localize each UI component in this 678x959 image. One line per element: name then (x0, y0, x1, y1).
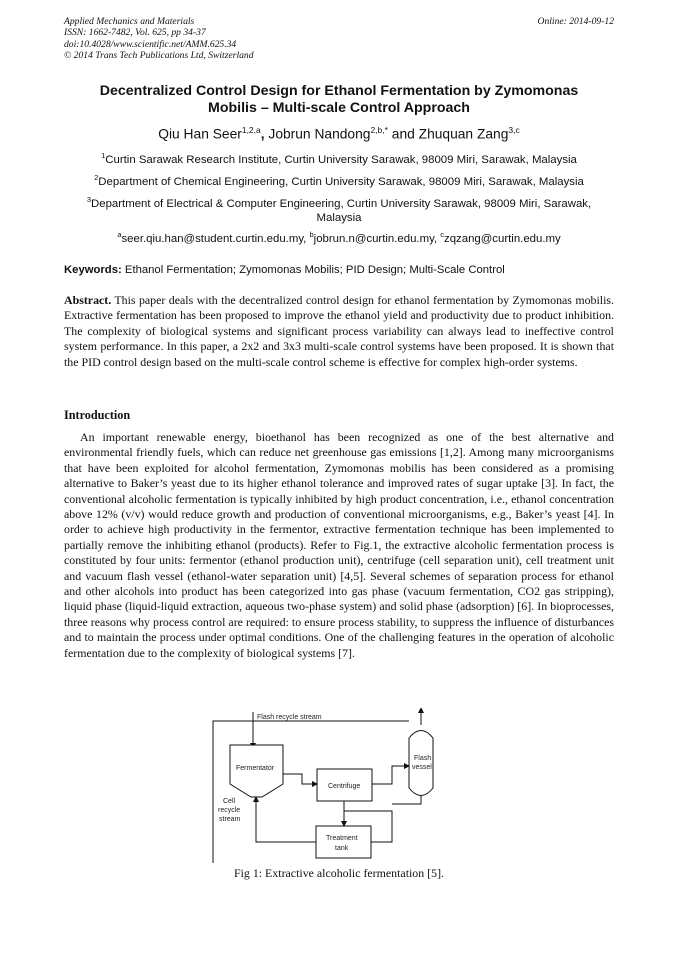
author-and: and (387, 126, 419, 142)
cell-recycle-label-1: Cell (223, 798, 236, 805)
email-c: zqzang@curtin.edu.my (444, 232, 561, 245)
email-b: jobrun.n@curtin.edu.my, (313, 232, 441, 245)
author-separator: , (260, 126, 269, 142)
author-1: Qiu Han Seer (158, 126, 242, 142)
keywords (64, 264, 624, 276)
affiliation-3 (64, 193, 614, 225)
cell-recycle-line (256, 797, 316, 842)
author-1-affil: 1,2,a (241, 125, 261, 135)
email-c-marker: c (440, 230, 445, 239)
paper-title (64, 83, 614, 117)
email-a-marker: a (117, 230, 122, 239)
flash-bottoms-line (392, 796, 421, 804)
abstract-label: Abstract. (64, 293, 112, 307)
journal-name: Applied Mechanics and Materials (64, 16, 195, 27)
online-date: Online: 2014-09-12 (537, 16, 614, 27)
figure-caption: Fig 1: Extractive alcoholic fermentation [5]. (234, 866, 444, 880)
affiliation-3-number: 3 (86, 195, 92, 204)
treatment-tank-box (316, 826, 371, 858)
keywords-text: Ethanol Fermentation; Zymomonas Mobilis; PID Design; Multi-Scale Control (121, 264, 505, 276)
treatment-label-2: tank (335, 845, 349, 852)
section-heading-introduction: Introduction (64, 408, 131, 422)
doi-line: doi:10.4028/www.scientific.net/AMM.625.34 (64, 38, 237, 50)
affiliation-2-number: 2 (94, 173, 99, 182)
author-emails (64, 228, 614, 246)
affiliation-1-number: 1 (101, 151, 106, 160)
flash-recycle-label: Flash recycle stream (257, 714, 322, 721)
author-2: Jobrun Nandong (268, 126, 371, 142)
journal-header (64, 16, 254, 62)
author-3: Zhuquan Zang (418, 126, 509, 142)
affiliation-1-text: Curtin Sarawak Research Institute, Curtin University Sarawak, 98009 Miri, Sarawak, Malaysia (105, 153, 577, 166)
centrifuge-to-flash (372, 766, 409, 784)
author-list (64, 125, 614, 142)
fermentator-label: Fermentator (236, 765, 275, 772)
affiliation-3-text: Department of Electrical & Computer Engineering, Curtin University Sarawak, 98009 Miri, Sarawak, (91, 197, 592, 210)
treatment-label-1: Treatment (326, 835, 358, 842)
copyright-line: © 2014 Trans Tech Publications Ltd, Switzerland (64, 50, 254, 62)
fermentor-to-centrifuge (283, 774, 317, 784)
affiliation-2 (64, 171, 614, 189)
affiliation-3-country: Malaysia (316, 211, 362, 224)
author-2-affil: 2,b,* (370, 125, 388, 135)
process-flow-diagram (204, 708, 474, 863)
abstract (64, 293, 614, 370)
title-line-2: Mobilis – Multi-scale Control Approach (208, 100, 470, 116)
flash-vessel-label-2: vessel (412, 764, 432, 771)
title-line-1: Decentralized Control Design for Ethanol Fermentation by Zymomonas (99, 83, 579, 99)
cell-recycle-label-2: recycle (218, 807, 241, 814)
centrifuge-label: Centrifuge (328, 783, 361, 790)
abstract-text: This paper deals with the decentralized control design for ethanol fermentation by Zymomonas mobilis. Extractive fermentation has been proposed to improve the ethanol yield and productivity due to product inhibition. The complexity of biological systems and significant process variability can always lead to ineffective control system performance. In this paper, a 2x2 and 3x3 multi-scale control systems have been proposed. It is shown that the PID control design based on the multi-scale control scheme is effective for complex high-order systems. (64, 293, 614, 369)
issn-line: ISSN: 1662-7482, Vol. 625, pp 34-37 (64, 27, 206, 39)
flash-vessel (409, 731, 433, 796)
cell-recycle-label-3: stream (219, 816, 241, 823)
author-3-affil: 3,c (508, 125, 520, 135)
introduction-paragraph: An important renewable energy, bioethanol has been recognized as one of the best alternative and environmental friendly fuels, which can reduce net greenhouse gas emissions [1,2]. Among many microorganisms that have been exploited for alcohol fermentation, Zymomonas mobilis has been considered as a promising alternative to Baker’s yeast due to its higher ethanol tolerance and improved rates of sugar uptake [3]. In fact, the conventional alcoholic fermentation is typically inhibited by high product concentration, i.e., ethanol concentration above 12% (v/v) would reduce growth and production of conventional microorganisms, e.g., Baker’s yeast [4]. In order to achieve high productivity in the fermentor, extractive fermentation technique has been implemented to partially remove the inhibiting ethanol (products). Refer to Fig.1, the extractive alcoholic fermentation process is constituted by four units: fermentor (ethanol production unit), centrifuge (cell separation unit), cell treatment unit and vacuum flash vessel (ethanol-water separation unit) [4,5]. Several schemes of separation process for ethanol and other alcohols into product has been categorized into gas phase (vacuum fermentation, CO2 gas stripping), liquid phase (liquid-liquid extraction, aqueous two-phase system) and solid phase (adsorption) [6]. In bioprocesses, three reasons why process control are required: to ensure process stability, to suppress the influence of disturbances and to maintain the process under optimal conditions. One of the challenging features in the operation of alcoholic fermentation due to the complexity of biological systems [7]. (64, 430, 614, 660)
keywords-label: Keywords: (64, 264, 122, 276)
flash-vessel-label-1: Flash (414, 755, 432, 762)
affiliation-2-text: Department of Chemical Engineering, Curtin University Sarawak, 98009 Miri, Sarawak, Malaysia (98, 175, 584, 188)
email-a: seer.qiu.han@student.curtin.edu.my, (121, 232, 310, 245)
email-b-marker: b (309, 230, 314, 239)
affiliation-1 (64, 149, 614, 167)
